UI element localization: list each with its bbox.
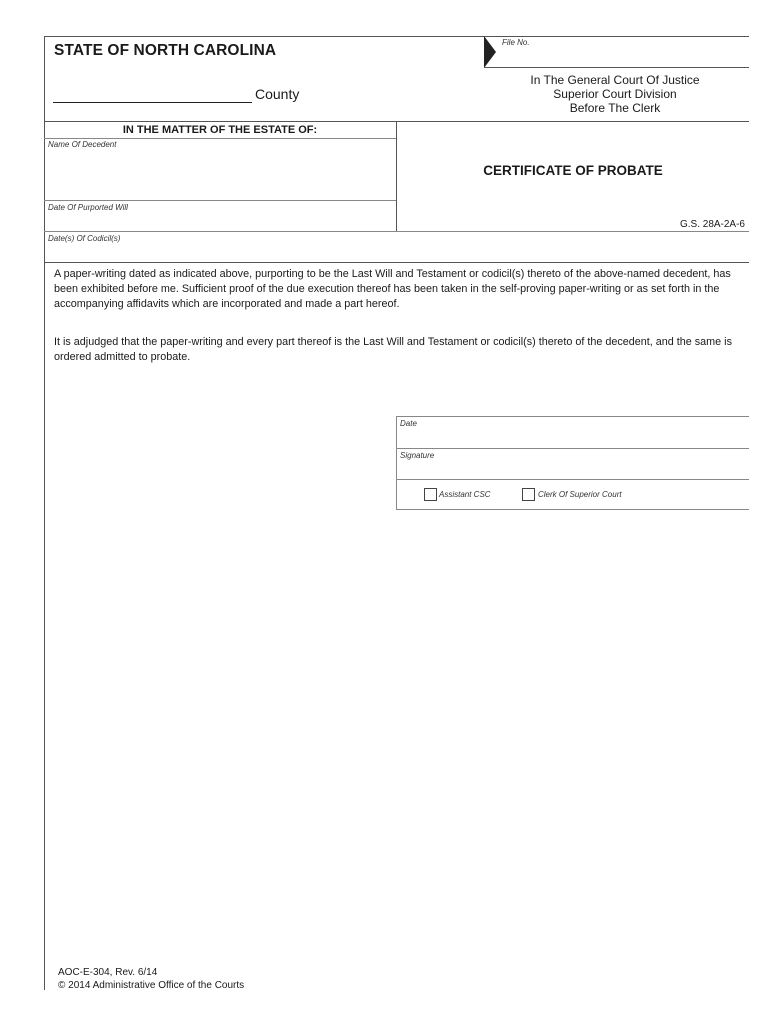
estate-heading: IN THE MATTER OF THE ESTATE OF: (122, 124, 318, 136)
signature-block-bottom (396, 509, 749, 510)
copyright: © 2014 Administrative Office of the Courts (58, 980, 245, 991)
file-no-label: File No. (502, 38, 530, 47)
signature-block-top (396, 416, 749, 417)
signature-date-field[interactable] (398, 428, 748, 448)
codicil-date-field[interactable] (46, 243, 746, 262)
codicil-date-label: Date(s) Of Codicil(s) (48, 234, 121, 243)
form-number: AOC-E-304, Rev. 6/14 (58, 967, 158, 978)
county-underline (53, 102, 252, 103)
form-top-border (44, 36, 749, 37)
signature-label: Signature (400, 451, 435, 460)
decedent-name-field[interactable] (46, 150, 394, 200)
codicil-date-rule (44, 262, 749, 263)
file-no-bottom-border (484, 67, 749, 68)
signature-rule (396, 479, 749, 480)
signature-field[interactable] (398, 460, 748, 479)
decedent-field-rule (44, 200, 396, 201)
clerk-superior-court-checkbox[interactable] (522, 488, 535, 501)
signature-block-left (396, 416, 397, 510)
estate-heading-rule (44, 138, 396, 139)
clerk-superior-court-label: Clerk Of Superior Court (538, 490, 622, 499)
form-left-border (44, 36, 45, 990)
county-label: County (255, 86, 300, 102)
state-title: STATE OF NORTH CAROLINA (54, 42, 277, 59)
signature-date-rule (396, 448, 749, 449)
will-date-field[interactable] (46, 212, 394, 231)
signature-date-label: Date (400, 419, 417, 428)
assistant-csc-checkbox[interactable] (424, 488, 437, 501)
file-no-arrow-icon (484, 36, 496, 68)
will-date-label: Date Of Purported Will (48, 203, 128, 212)
probate-paragraph-2: It is adjudged that the paper-writing and every part thereof is the Last Will and Testament or codicil(s) thereto of the decedent, and the same is ordered admitted to probate. (54, 336, 732, 363)
court-line-3: Before The Clerk (569, 101, 661, 115)
probate-paragraph-1: A paper-writing dated as indicated above, purporting to be the Last Will and Testament or codicil(s) thereto of the above-named decedent, has been exhibited before me. Sufficient proof of the due execution thereof has been taken in the self-proving paper-writing or as set forth in the accompanying affidavits which are incorporated and made a part hereof. (54, 268, 731, 310)
will-date-rule (44, 231, 749, 232)
court-line-2: Superior Court Division (553, 87, 677, 101)
court-block (490, 73, 740, 115)
form-title: CERTIFICATE OF PROBATE (483, 163, 663, 178)
statute-reference: G.S. 28A-2A-6 (679, 219, 745, 230)
assistant-csc-label: Assistant CSC (439, 490, 491, 499)
decedent-name-label: Name Of Decedent (48, 140, 117, 149)
court-line-1: In The General Court Of Justice (530, 73, 700, 87)
